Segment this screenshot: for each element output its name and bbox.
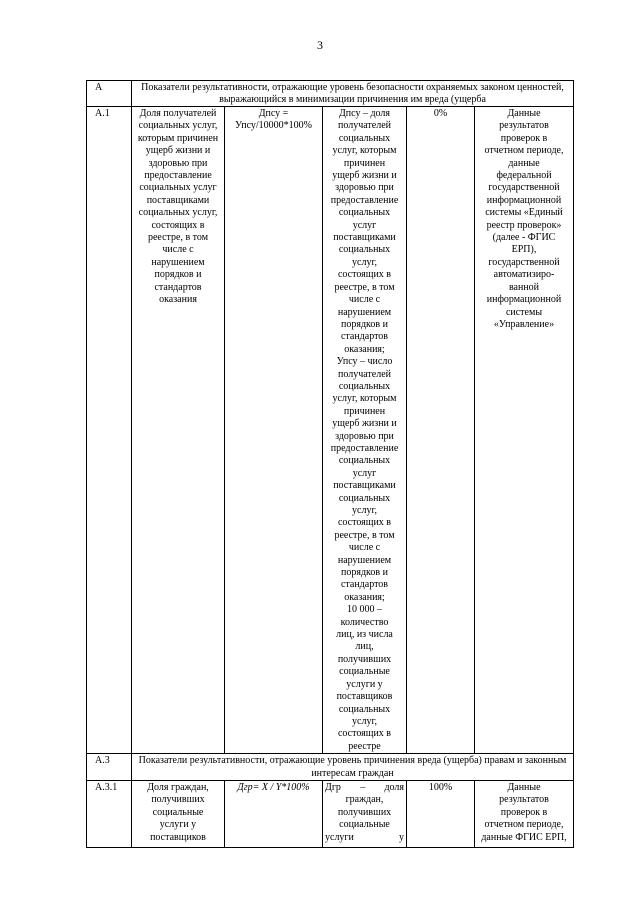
description-last-line: услуги у [325, 831, 404, 843]
indicator-formula: Дпсу = Упсу/10000*100% [225, 107, 323, 754]
row-code: А.3 [87, 754, 132, 781]
description-first-line: Дгр – доля [325, 781, 404, 793]
table-row [87, 754, 574, 781]
section-title: Показатели результативности, отражающие уровень безопасности охраняемых законом ценностей, выражающийся в минимизации причинения им вреда (ущерба [132, 81, 574, 107]
data-source: Данные результатов проверок в отчетном периоде, данные федеральной государственной информационной системы «Единый реестр проверок» (далее - ФГИС ЕРП), государственной автоматизиро- ванной информационной системы «Управление» [475, 107, 574, 754]
indicator-name: Доля граждан, получивших социальные услуги у поставщиков [132, 780, 225, 847]
page-number: 3 [317, 38, 323, 52]
indicators-table [86, 80, 574, 848]
row-code: А.3.1 [87, 780, 132, 847]
formula-description [323, 780, 407, 847]
table-row [87, 81, 574, 107]
row-code: А [87, 81, 132, 107]
section-title: Показатели результативности, отражающие уровень причинения вреда (ущерба) правам и законным интересам граждан [132, 754, 574, 781]
description-body: граждан, получивших социальные [337, 794, 392, 831]
indicator-name: Доля получателей социальных услуг, которым причинен ущерб жизни и здоровью при предоставление социальных услуг поставщиками социальных услуг, состоящих в реестре, в том числе с нарушением порядков и стандартов оказания [132, 107, 225, 754]
indicator-formula: Дгр= X / Y*100% [225, 780, 323, 847]
table-row [87, 780, 574, 847]
formula-description: Дпсу – доля получателей социальных услуг, которым причинен ущерб жизни и здоровью при предоставление социальных услуг поставщиками социальных услуг, состоящих в реестре, в том числе с нарушением порядков и стандартов оказания; Упсу – число получателей социальных услуг, которым причинен ущерб жизни и здоровью при предоставление социальных услуг поставщиками социальных услуг, состоящих в реестре, в том числе с нарушением порядков и стандартов оказания; 10 000 – количество лиц, из числа лиц, получивших социальные услуги у поставщиков социальных услуг, состоящих в реестре [323, 107, 407, 754]
table-row [87, 107, 574, 754]
row-code: А.1 [87, 107, 132, 754]
data-source: Данные результатов проверок в отчетном периоде, данные ФГИС ЕРП, [475, 780, 574, 847]
target-value: 100% [407, 780, 475, 847]
target-value: 0% [407, 107, 475, 754]
